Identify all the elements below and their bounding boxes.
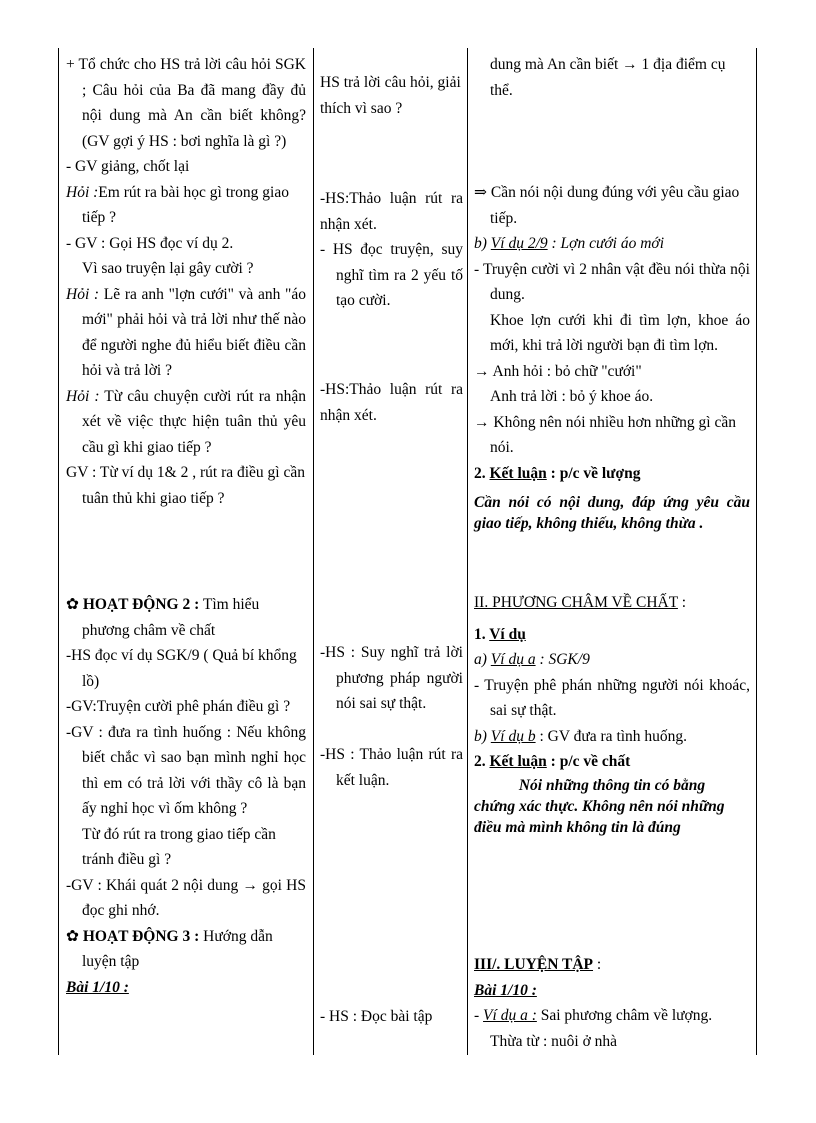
example-label: Ví dụ a : [483, 1007, 537, 1024]
student-activity-7 [320, 1004, 463, 1030]
section-label: II. PHƯƠNG CHÂM VỀ CHẤT [474, 594, 678, 611]
content-block-1 [474, 52, 750, 103]
prefix: b) [474, 727, 491, 745]
table-border-right [756, 48, 757, 1055]
hoi-text: Lẽ ra anh "lợn cưới" và anh "áo mới" phải hỏi và trả lời như thế nào để người nghe đủ hiểu biết điều cần hỏi và trả lời ? [82, 285, 306, 379]
content-block-3 [474, 590, 750, 838]
student-activity-6 [320, 742, 463, 793]
student-text: -HS:Thảo luận rút ra nhận xét. [320, 190, 463, 233]
content-block-2 [474, 180, 750, 534]
hoi-label: Hỏi : [66, 387, 100, 405]
activity-text: - GV : Gọi HS đọc ví dụ 2. [66, 234, 234, 252]
num: 2. [474, 753, 490, 770]
content-text: Thừa từ : nuôi ở nhà [490, 1032, 618, 1050]
activity-text: GV : Từ ví dụ 1& 2 , rút ra điều gì cần tuân thủ khi giao tiếp ? [66, 464, 306, 507]
content-text: - Truyện cười vì 2 nhân vật đều nói thừa nội dung. [474, 260, 750, 303]
prefix: a) [474, 651, 491, 668]
hoi-text: Em rút ra bài học gì trong giao tiếp ? [82, 183, 289, 226]
student-activity-1 [320, 70, 463, 121]
activity-text: - GV giảng, chốt lại [66, 158, 190, 175]
example-a-heading [474, 647, 750, 673]
conclusion-body: chứng xác thực. Không nên nói những điều mà mình không tin là đúng [474, 797, 725, 836]
question-hoi-2 [66, 282, 306, 384]
student-text: - HS : Đọc bài tập [320, 1008, 433, 1025]
hoi-label: Hỏi : [66, 285, 100, 303]
table-divider-2 [467, 48, 468, 1055]
hd-text: Tìm hiểu phương châm về chất [82, 596, 260, 639]
conclusion-body: Nói những thông tin có bằng [518, 776, 706, 794]
student-text: -HS : Suy nghĩ trả lời phương pháp người nói sai sự thật. [320, 644, 463, 712]
table-border-left [58, 48, 59, 1055]
conclusion-2-heading [474, 749, 750, 775]
vidu-label: Ví dụ [489, 625, 526, 643]
conclusion-1-heading [474, 461, 750, 487]
question-hoi-1 [66, 180, 306, 231]
student-text: - HS đọc truyện, suy nghĩ tìm ra 2 yếu tố tạo cười. [320, 241, 463, 309]
content-text: Anh trả lời : bỏ ý khoe áo. [490, 388, 654, 405]
section-2-heading [474, 590, 750, 616]
exercise-label: Bài 1/10 : [66, 978, 129, 996]
teacher-activities-column [66, 52, 306, 511]
colon: : [677, 594, 687, 611]
activity-text: -GV:Truyện cười phê phán điều gì ? [66, 698, 291, 715]
content-text: ⇒ Cần nói nội dung đúng với yêu cầu giao tiếp. [474, 184, 740, 227]
hoi-label: Hỏi : [66, 183, 99, 201]
hd-title: HOẠT ĐỘNG 3 : [82, 927, 200, 945]
prefix: b) [474, 235, 491, 252]
activity-text: Vì sao truyện lại gây cười ? [82, 260, 254, 277]
student-text: -HS : Thảo luận rút ra kết luận. [320, 746, 463, 789]
conclusion-label: Kết luận [489, 753, 547, 770]
question-hoi-3 [66, 384, 306, 461]
student-text: HS trả lời câu hỏi, giải thích vì sao ? [320, 74, 461, 117]
student-activity-5 [320, 640, 463, 717]
example-b-heading [474, 724, 750, 750]
conclusion-body: Cần nói có nội dung, đáp ứng yêu cầu giao tiếp, không thiếu, không thừa . [474, 494, 750, 532]
hoat-dong-2-heading [66, 592, 306, 643]
section-label: III/. LUYỆN TẬP [474, 956, 594, 973]
content-text: → Không nên nói nhiều hơn những gì cần nói. [474, 413, 736, 456]
example-2-heading [474, 231, 750, 257]
activity-text: -HS đọc ví dụ SGK/9 ( Quả bí khổng lồ) [66, 647, 297, 690]
hd-title: HOẠT ĐỘNG 2 : [82, 596, 200, 613]
table-divider-1 [313, 48, 314, 1055]
colon: : [593, 956, 602, 973]
activity-text: -GV : đưa ra tình huống : Nếu không biết chắc vì sao bạn mình nghỉ học thì em có trả lời với thầy cô là bạn ấy nghỉ học vì ốm không ? [66, 723, 306, 817]
hd-text: Hướng dẫn luyện tập [82, 927, 273, 970]
content-text: → Anh hỏi : bỏ chữ "cưới" [474, 362, 642, 380]
example-text: : SGK/9 [535, 651, 590, 668]
star-icon: ✿ [66, 596, 79, 613]
hoi-text: Từ câu chuyện cười rút ra nhận xét về việc thực hiện tuân thủ yêu cầu gì khi giao tiếp ? [82, 387, 306, 456]
exercise-label: Bài 1/10 : [474, 981, 537, 999]
activity-text: -GV : Khái quát 2 nội dung → gọi HS đọc ghi nhớ. [66, 876, 306, 919]
conclusion-text: : p/c về chất [546, 753, 631, 770]
content-text: - Truyện phê phán những người nói khoác, sai sự thật. [474, 676, 750, 719]
num: 1. [474, 625, 490, 643]
student-activity-4 [320, 377, 463, 428]
prefix: - [474, 1007, 484, 1024]
hoat-dong-3-heading [66, 924, 306, 975]
section-3-heading [474, 952, 750, 978]
student-activity-2 [320, 186, 463, 237]
example-label: Ví dụ b [490, 727, 536, 745]
conclusion-text: : p/c về lượng [546, 464, 641, 482]
example-text: : Lợn cưới áo mới [547, 235, 665, 252]
content-text: Khoe lợn cưới khi đi tìm lợn, khoe áo mới, khi trả lời người bạn đi tìm lợn. [490, 311, 750, 354]
num: 2. [474, 464, 490, 482]
star-icon: ✿ [66, 927, 79, 945]
student-activity-3 [320, 237, 463, 314]
example-text: : GV đưa ra tình huống. [535, 727, 688, 745]
student-text: -HS:Thảo luận rút ra nhận xét. [320, 381, 463, 424]
example-label: Ví dụ a [490, 651, 536, 668]
content-text: dung mà An cần biết → 1 địa điểm cụ thể. [490, 56, 726, 99]
content-block-4 [474, 952, 750, 1054]
example-heading [474, 622, 750, 648]
activity-text: Từ đó rút ra trong giao tiếp cần tránh điều gì ? [82, 825, 276, 868]
teacher-activities-hd2 [66, 592, 306, 1000]
activity-text: + Tổ chức cho HS trả lời câu hỏi SGK ; Câu hỏi của Ba đã mang đầy đủ nội dung mà An cần biết không? (GV gợi ý HS : bơi nghĩa là gì ?) [66, 56, 306, 150]
exercise-example-a [474, 1003, 750, 1029]
example-text: Sai phương châm về lượng. [536, 1007, 713, 1024]
example-label: Ví dụ 2/9 [490, 235, 548, 252]
conclusion-label: Kết luận [489, 464, 547, 482]
